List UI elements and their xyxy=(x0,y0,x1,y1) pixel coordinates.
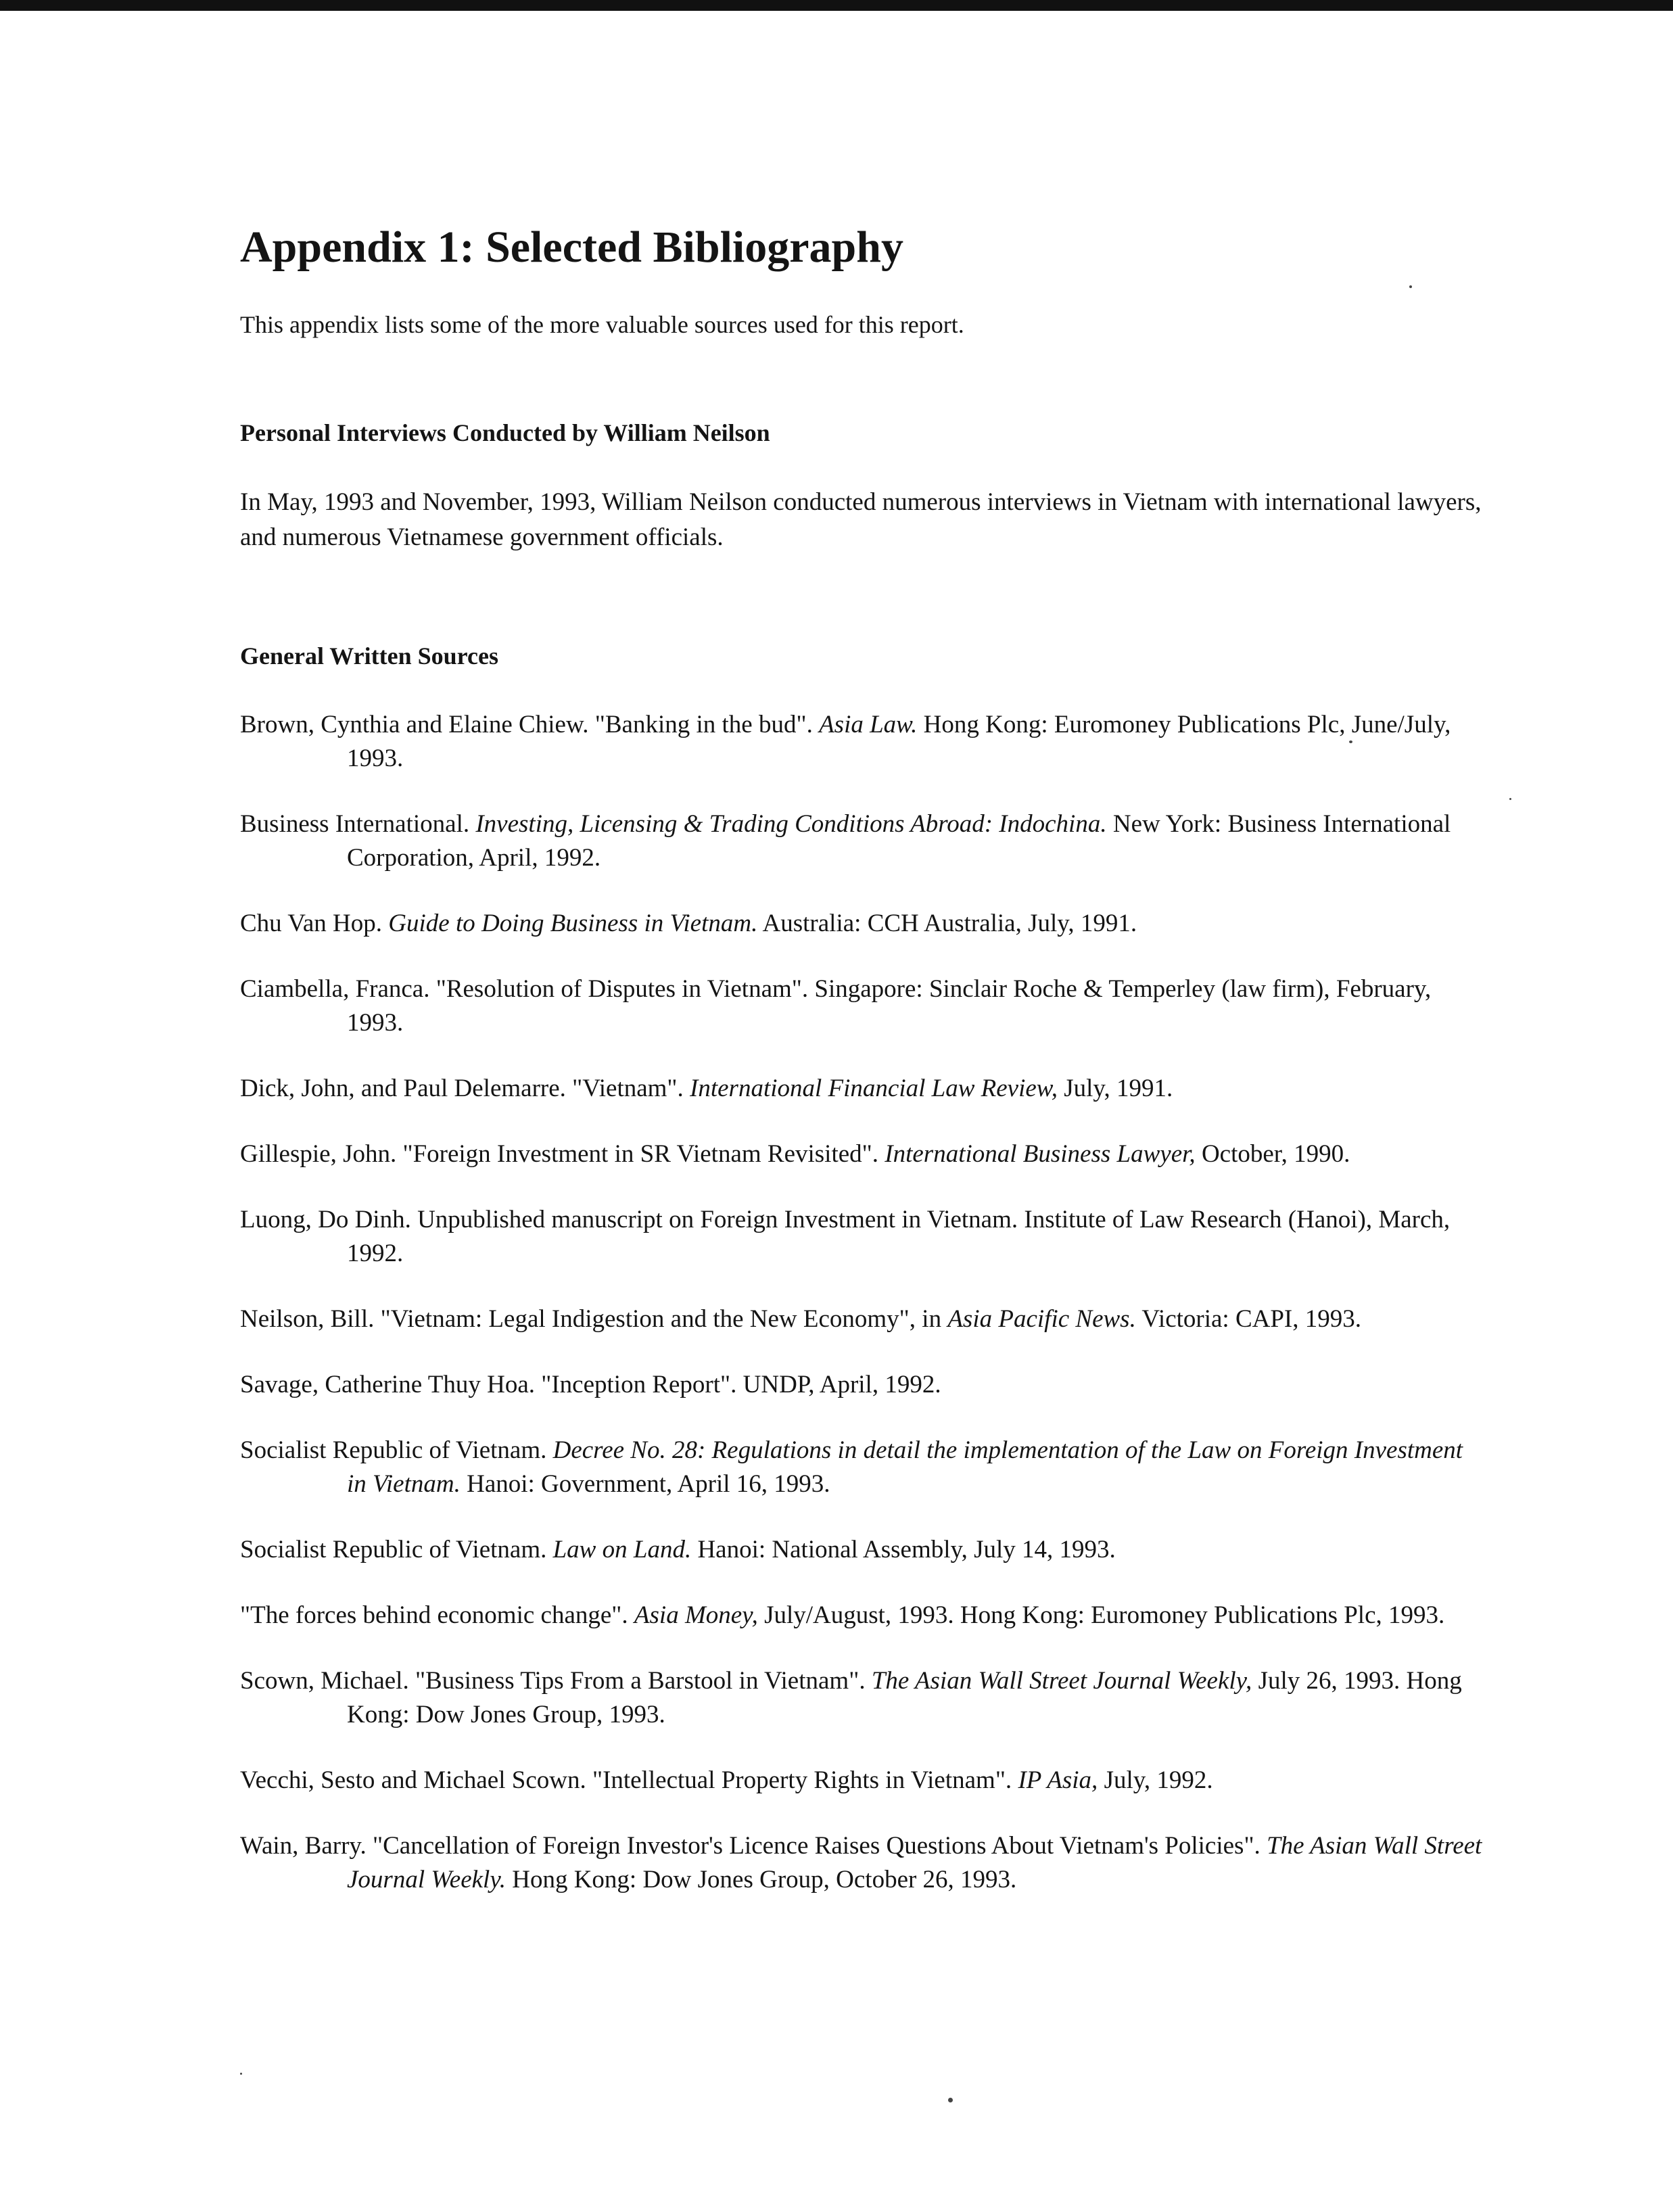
entry-text: Brown, Cynthia and Elaine Chiew. "Banking in the bud". xyxy=(240,710,820,738)
bibliography-entry xyxy=(240,1368,1484,1402)
scan-speck xyxy=(948,2098,953,2102)
entry-publication: Hong Kong: Dow Jones Group, October 26, 1993. xyxy=(505,1865,1017,1893)
entry-text: Ciambella, Franca. "Resolution of Disputes in Vietnam". Singapore: Sinclair Roche & Temperley (law firm), February, 1993. xyxy=(240,974,1432,1037)
entry-source: The Asian Wall Street Journal Weekly. xyxy=(347,1831,1482,1893)
entry-text: Socialist Republic of Vietnam. xyxy=(240,1436,553,1464)
bibliography-entry xyxy=(240,1137,1484,1171)
written-sources-heading: General Written Sources xyxy=(240,642,498,669)
entry-source: Guide to Doing Business in Vietnam. xyxy=(388,909,758,937)
entry-text: Business International. xyxy=(240,809,476,838)
entry-source: Decree No. 28: Regulations in detail the implementation of the Law on Foreign Investment in Vietnam. xyxy=(347,1436,1463,1498)
entry-text: Chu Van Hop. xyxy=(240,909,389,937)
entry-source: Asia Law. xyxy=(819,710,918,738)
entry-publication: New York: Business International Corporation, April, 1992. xyxy=(347,809,1451,872)
bibliography-entry xyxy=(240,807,1484,875)
bibliography-list xyxy=(240,708,1484,1897)
bibliography-entry xyxy=(240,1664,1484,1732)
entry-publication: Hanoi: National Assembly, July 14, 1993. xyxy=(691,1535,1116,1563)
scan-speck xyxy=(240,2073,242,2075)
intro-text: This appendix lists some of the more valuable sources used for this report. xyxy=(240,310,964,338)
entry-publication: Victoria: CAPI, 1993. xyxy=(1135,1304,1361,1333)
entry-text: Gillespie, John. "Foreign Investment in SR Vietnam Revisited". xyxy=(240,1139,885,1168)
bibliography-entry xyxy=(240,1764,1484,1797)
entry-text: Scown, Michael. "Business Tips From a Barstool in Vietnam". xyxy=(240,1666,872,1695)
scan-speck xyxy=(1509,798,1511,800)
scan-top-border xyxy=(0,0,1673,11)
entry-publication: July, 1992. xyxy=(1098,1766,1213,1794)
entry-text: Dick, John, and Paul Delemarre. "Vietnam". xyxy=(240,1074,690,1102)
bibliography-entry xyxy=(240,1072,1484,1106)
entry-publication: July 26, 1993. Hong Kong: Dow Jones Group, 1993. xyxy=(347,1666,1462,1728)
entry-text: Savage, Catherine Thuy Hoa. "Inception Report". UNDP, April, 1992. xyxy=(240,1370,941,1398)
entry-publication: Hanoi: Government, April 16, 1993. xyxy=(460,1469,830,1498)
bibliography-entry xyxy=(240,972,1484,1040)
entry-source: Asia Pacific News. xyxy=(947,1304,1136,1333)
entry-text: Wain, Barry. "Cancellation of Foreign Investor's Licence Raises Questions About Vietnam's Policies". xyxy=(240,1831,1267,1860)
bibliography-entry xyxy=(240,1599,1484,1632)
entry-text: Vecchi, Sesto and Michael Scown. "Intellectual Property Rights in Vietnam". xyxy=(240,1766,1018,1794)
bibliography-entry xyxy=(240,907,1484,941)
entry-text: Neilson, Bill. "Vietnam: Legal Indigestion and the New Economy", in xyxy=(240,1304,948,1333)
bibliography-entry xyxy=(240,1829,1484,1897)
entry-publication: July, 1991. xyxy=(1058,1074,1173,1102)
entry-publication: Australia: CCH Australia, July, 1991. xyxy=(757,909,1137,937)
interviews-heading: Personal Interviews Conducted by William Neilson xyxy=(240,419,770,446)
entry-source: Asia Money, xyxy=(634,1601,758,1629)
page-title: Appendix 1: Selected Bibliography xyxy=(240,222,903,272)
entry-text: Luong, Do Dinh. Unpublished manuscript on Foreign Investment in Vietnam. Institute of Law Research (Hanoi), March, 1992. xyxy=(240,1205,1451,1267)
bibliography-entry xyxy=(240,1434,1484,1501)
entry-source: The Asian Wall Street Journal Weekly, xyxy=(871,1666,1252,1695)
entry-source: IP Asia, xyxy=(1018,1766,1098,1794)
bibliography-entry xyxy=(240,1302,1484,1336)
bibliography-entry xyxy=(240,1533,1484,1567)
entry-publication: Hong Kong: Euromoney Publications Plc, June/July, 1993. xyxy=(347,710,1451,772)
entry-publication: July/August, 1993. Hong Kong: Euromoney Publications Plc, 1993. xyxy=(757,1601,1445,1629)
bibliography-entry xyxy=(240,1203,1484,1271)
entry-source: International Financial Law Review, xyxy=(690,1074,1058,1102)
bibliography-entry xyxy=(240,708,1484,776)
entry-publication: October, 1990. xyxy=(1195,1139,1350,1168)
entry-source: Law on Land. xyxy=(552,1535,692,1563)
interviews-text: In May, 1993 and November, 1993, William Neilson conducted numerous interviews in Vietnam with international lawyers, and numerous Vietnamese government officials. xyxy=(240,488,1482,551)
document-page xyxy=(240,223,1484,1929)
entry-source: Investing, Licensing & Trading Conditions Abroad: Indochina. xyxy=(475,809,1107,838)
entry-text: "The forces behind economic change". xyxy=(240,1601,634,1629)
entry-text: Socialist Republic of Vietnam. xyxy=(240,1535,553,1563)
scan-speck xyxy=(1349,740,1352,743)
entry-source: International Business Lawyer, xyxy=(885,1139,1196,1168)
scan-speck xyxy=(1409,285,1412,288)
